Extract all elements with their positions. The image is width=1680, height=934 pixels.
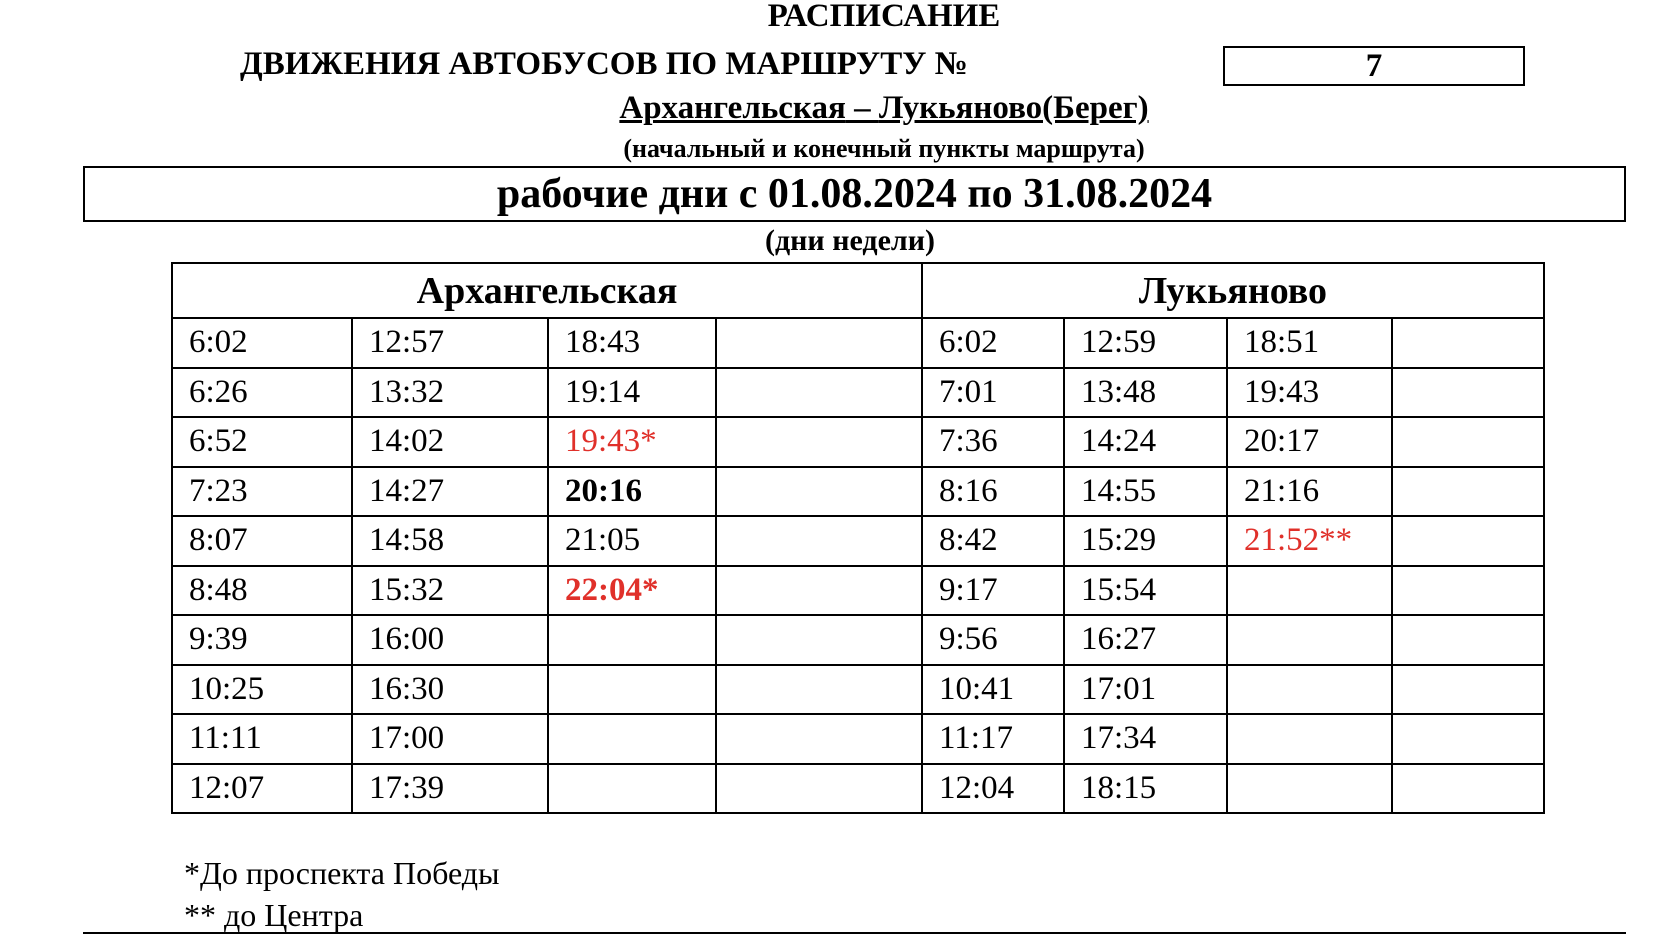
- time-cell: 16:00: [352, 615, 548, 665]
- time-cell: 19:43*: [548, 417, 716, 467]
- column-header-arkhangelskaya: Архангельская: [172, 263, 922, 318]
- time-cell: 6:26: [172, 368, 352, 418]
- time-cell: 14:55: [1064, 467, 1227, 517]
- time-cell: 17:01: [1064, 665, 1227, 715]
- days-caption: (дни недели): [764, 224, 936, 257]
- time-cell: [716, 467, 922, 517]
- table-row: [172, 566, 1544, 616]
- time-cell: 10:25: [172, 665, 352, 715]
- table-row: [172, 417, 1544, 467]
- time-cell: [716, 714, 922, 764]
- time-cell: [716, 566, 922, 616]
- time-cell: 10:41: [922, 665, 1064, 715]
- route-endpoints: [0, 90, 1680, 127]
- time-cell: [1392, 368, 1544, 418]
- time-cell: 15:54: [1064, 566, 1227, 616]
- table-header-row: [172, 263, 1544, 318]
- schedule-title: РАСПИСАНИЕ: [767, 0, 1001, 34]
- time-cell: 18:51: [1227, 318, 1392, 368]
- time-cell: 20:16: [548, 467, 716, 517]
- table-row: [172, 714, 1544, 764]
- time-cell: 19:43: [1227, 368, 1392, 418]
- time-cell: 8:07: [172, 516, 352, 566]
- time-cell: 18:43: [548, 318, 716, 368]
- table-row: [172, 516, 1544, 566]
- route-dash: –: [845, 90, 879, 126]
- time-cell: [716, 764, 922, 814]
- time-cell: [548, 615, 716, 665]
- schedule-table: [171, 262, 1545, 814]
- route-subtitle: ДВИЖЕНИЯ АВТОБУСОВ ПО МАРШРУТУ №: [240, 46, 968, 82]
- time-cell: [1392, 417, 1544, 467]
- time-cell: 22:04*: [548, 566, 716, 616]
- time-cell: 15:32: [352, 566, 548, 616]
- time-cell: [1227, 615, 1392, 665]
- time-cell: 15:29: [1064, 516, 1227, 566]
- time-cell: [1227, 764, 1392, 814]
- time-cell: 12:59: [1064, 318, 1227, 368]
- table-row: [172, 318, 1544, 368]
- time-cell: 8:42: [922, 516, 1064, 566]
- table-row: [172, 764, 1544, 814]
- time-cell: 17:34: [1064, 714, 1227, 764]
- time-cell: [1227, 566, 1392, 616]
- time-cell: 17:39: [352, 764, 548, 814]
- time-cell: [1227, 665, 1392, 715]
- time-cell: [548, 714, 716, 764]
- time-cell: [716, 417, 922, 467]
- time-cell: 6:02: [172, 318, 352, 368]
- time-cell: [716, 516, 922, 566]
- time-cell: [548, 665, 716, 715]
- time-cell: 16:27: [1064, 615, 1227, 665]
- time-cell: 9:56: [922, 615, 1064, 665]
- time-cell: [1392, 516, 1544, 566]
- time-cell: [716, 665, 922, 715]
- time-cell: 6:52: [172, 417, 352, 467]
- period-box: рабочие дни с 01.08.2024 по 31.08.2024: [83, 166, 1626, 222]
- time-cell: 21:05: [548, 516, 716, 566]
- column-header-lukyanovo: Лукьяново: [922, 263, 1544, 318]
- time-cell: 21:16: [1227, 467, 1392, 517]
- time-cell: [1392, 467, 1544, 517]
- table-row: [172, 467, 1544, 517]
- time-cell: [1392, 318, 1544, 368]
- time-cell: 11:17: [922, 714, 1064, 764]
- route-from: Архангельская: [619, 90, 846, 126]
- time-cell: 7:01: [922, 368, 1064, 418]
- time-cell: [1392, 764, 1544, 814]
- time-cell: [716, 318, 922, 368]
- time-cell: [1392, 665, 1544, 715]
- table-row: [172, 615, 1544, 665]
- time-cell: 13:32: [352, 368, 548, 418]
- time-cell: 11:11: [172, 714, 352, 764]
- time-cell: 7:36: [922, 417, 1064, 467]
- route-to: Лукьяново(Берег): [878, 90, 1149, 126]
- table-row: [172, 665, 1544, 715]
- time-cell: 21:52**: [1227, 516, 1392, 566]
- table-row: [172, 368, 1544, 418]
- time-cell: 14:58: [352, 516, 548, 566]
- time-cell: 8:48: [172, 566, 352, 616]
- time-cell: 14:24: [1064, 417, 1227, 467]
- time-cell: [1392, 566, 1544, 616]
- time-cell: 8:16: [922, 467, 1064, 517]
- time-cell: 14:02: [352, 417, 548, 467]
- time-cell: [1392, 615, 1544, 665]
- time-cell: 12:07: [172, 764, 352, 814]
- time-cell: 6:02: [922, 318, 1064, 368]
- time-cell: 18:15: [1064, 764, 1227, 814]
- time-cell: 12:04: [922, 764, 1064, 814]
- footnote-single-star: *До проспекта Победы: [184, 855, 500, 891]
- time-cell: 13:48: [1064, 368, 1227, 418]
- time-cell: 12:57: [352, 318, 548, 368]
- time-cell: [716, 615, 922, 665]
- time-cell: [716, 368, 922, 418]
- time-cell: 19:14: [548, 368, 716, 418]
- footnote-double-star: ** до Центра: [184, 897, 364, 933]
- time-cell: [1227, 714, 1392, 764]
- route-caption: (начальный и конечный пункты маршрута): [623, 134, 1145, 163]
- time-cell: 16:30: [352, 665, 548, 715]
- time-cell: 7:23: [172, 467, 352, 517]
- time-cell: 9:39: [172, 615, 352, 665]
- time-cell: 20:17: [1227, 417, 1392, 467]
- time-cell: [548, 764, 716, 814]
- time-cell: 14:27: [352, 467, 548, 517]
- time-cell: 17:00: [352, 714, 548, 764]
- time-cell: [1392, 714, 1544, 764]
- time-cell: 9:17: [922, 566, 1064, 616]
- route-number-box: 7: [1223, 46, 1525, 86]
